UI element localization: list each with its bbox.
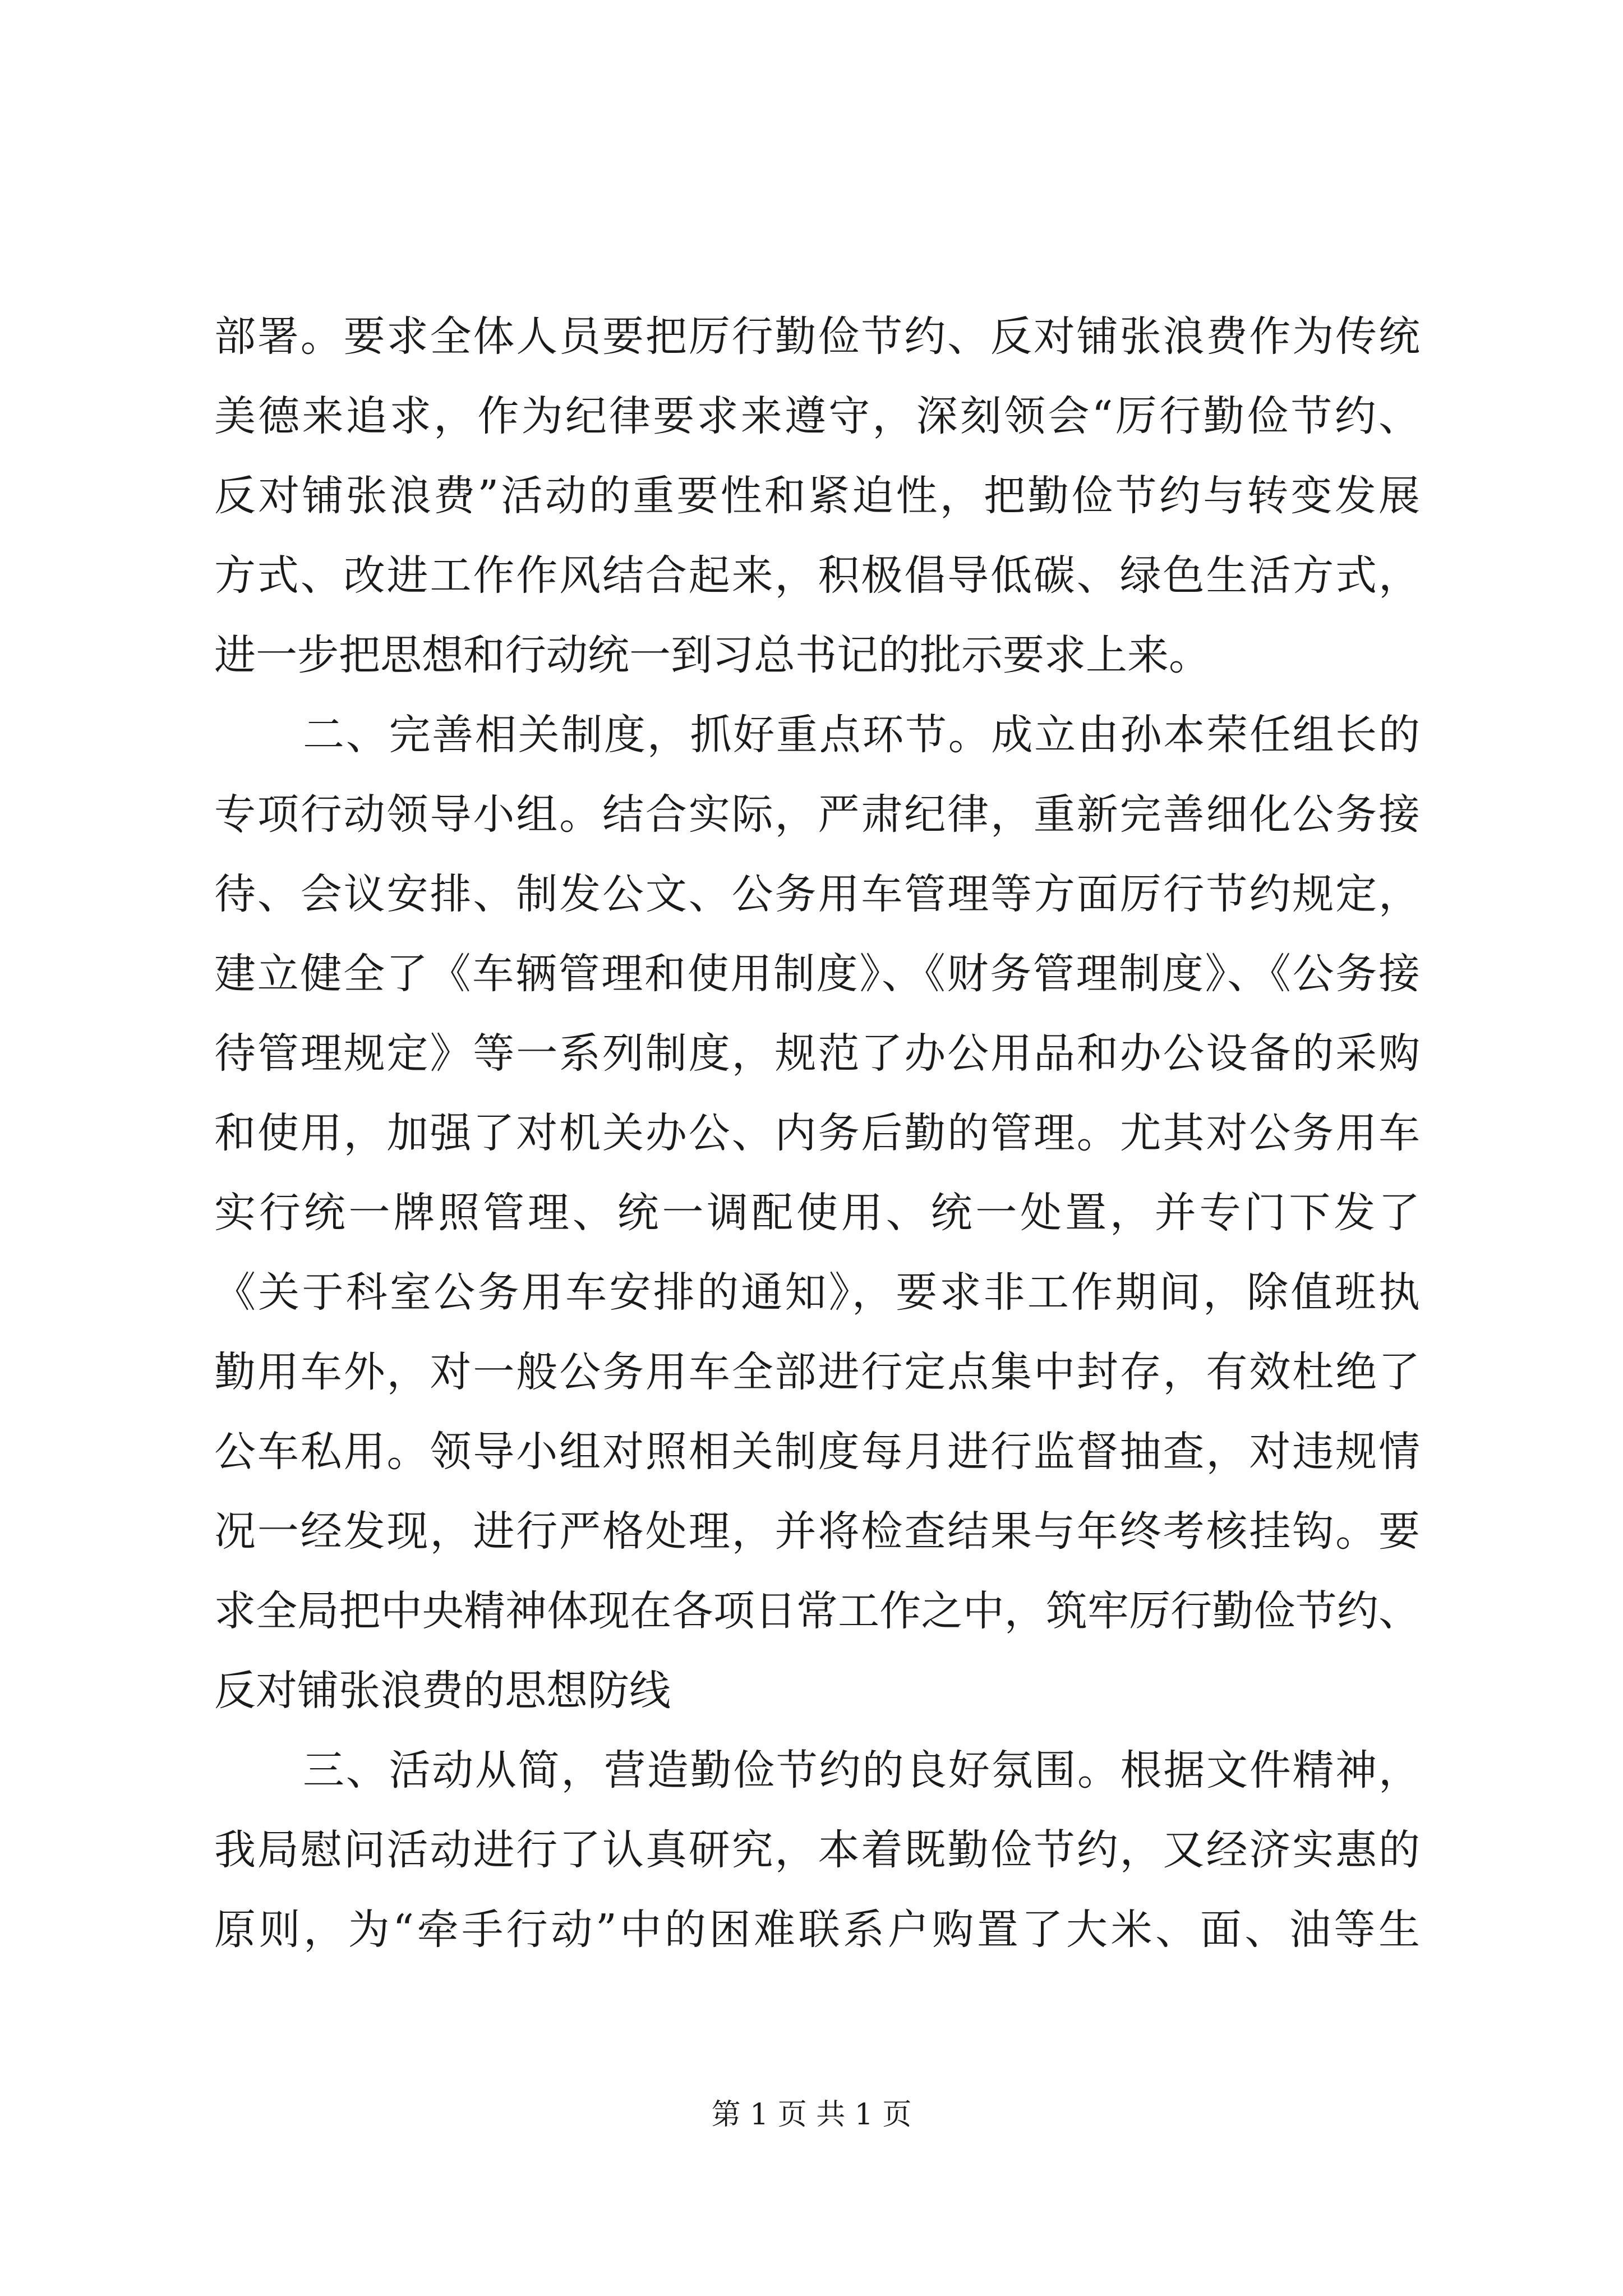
paragraph-line: 《关于科室公务用车安排的通知》，要求非工作期间，除值班执	[214, 1268, 1420, 1317]
paragraph-line: 反对铺张浪费的思想防线	[214, 1667, 671, 1715]
paragraph-line: 美德来追求，作为纪律要求来遵守，深刻领会“厉行勤俭节约、	[214, 392, 1420, 440]
paragraph-line: 实行统一牌照管理、统一调配使用、统一处置，并专门下发了	[214, 1189, 1420, 1237]
paragraph-line: 公车私用。领导小组对照相关制度每月进行监督抽查，对违规情	[214, 1428, 1420, 1476]
paragraph-line: 待管理规定》等一系列制度，规范了办公用品和办公设备的采购	[214, 1029, 1420, 1078]
paragraph-line: 建立健全了《车辆管理和使用制度》、《财务管理制度》、《公务接	[214, 950, 1420, 998]
paragraph-line: 我局慰问活动进行了认真研究，本着既勤俭节约，又经济实惠的	[214, 1826, 1420, 1874]
paragraph-line: 反对铺张浪费”活动的重要性和紧迫性，把勤俭节约与转变发展	[214, 472, 1420, 520]
paragraph-line: 部署。要求全体人员要把厉行勤俭节约、反对铺张浪费作为传统	[214, 312, 1420, 361]
paragraph-line: 三、活动从简，营造勤俭节约的良好氛围。根据文件精神，	[303, 1746, 1420, 1795]
paragraph-line: 原则，为“牵手行动”中的困难联系户购置了大米、面、油等生	[214, 1906, 1420, 1954]
page-footer: 第 1 页 共 1 页	[711, 2098, 912, 2132]
paragraph-line: 勤用车外，对一般公务用车全部进行定点集中封存，有效杜绝了	[214, 1348, 1420, 1396]
paragraph-line: 况一经发现，进行严格处理，并将检查结果与年终考核挂钩。要	[214, 1507, 1420, 1556]
paragraph-line: 专项行动领导小组。结合实际，严肃纪律，重新完善细化公务接	[214, 790, 1420, 839]
paragraph-line: 待、会议安排、制发公文、公务用车管理等方面厉行节约规定，	[214, 870, 1420, 918]
paragraph-line: 求全局把中央精神体现在各项日常工作之中，筑牢厉行勤俭节约、	[214, 1587, 1420, 1635]
paragraph-line: 和使用，加强了对机关办公、内务后勤的管理。尤其对公务用车	[214, 1109, 1420, 1157]
paragraph-line: 二、完善相关制度，抓好重点环节。成立由孙本荣任组长的	[303, 711, 1420, 759]
paragraph-line: 进一步把思想和行动统一到习总书记的批示要求上来。	[214, 631, 1210, 679]
paragraph-line: 方式、改进工作作风结合起来，积极倡导低碳、绿色生活方式，	[214, 551, 1420, 600]
